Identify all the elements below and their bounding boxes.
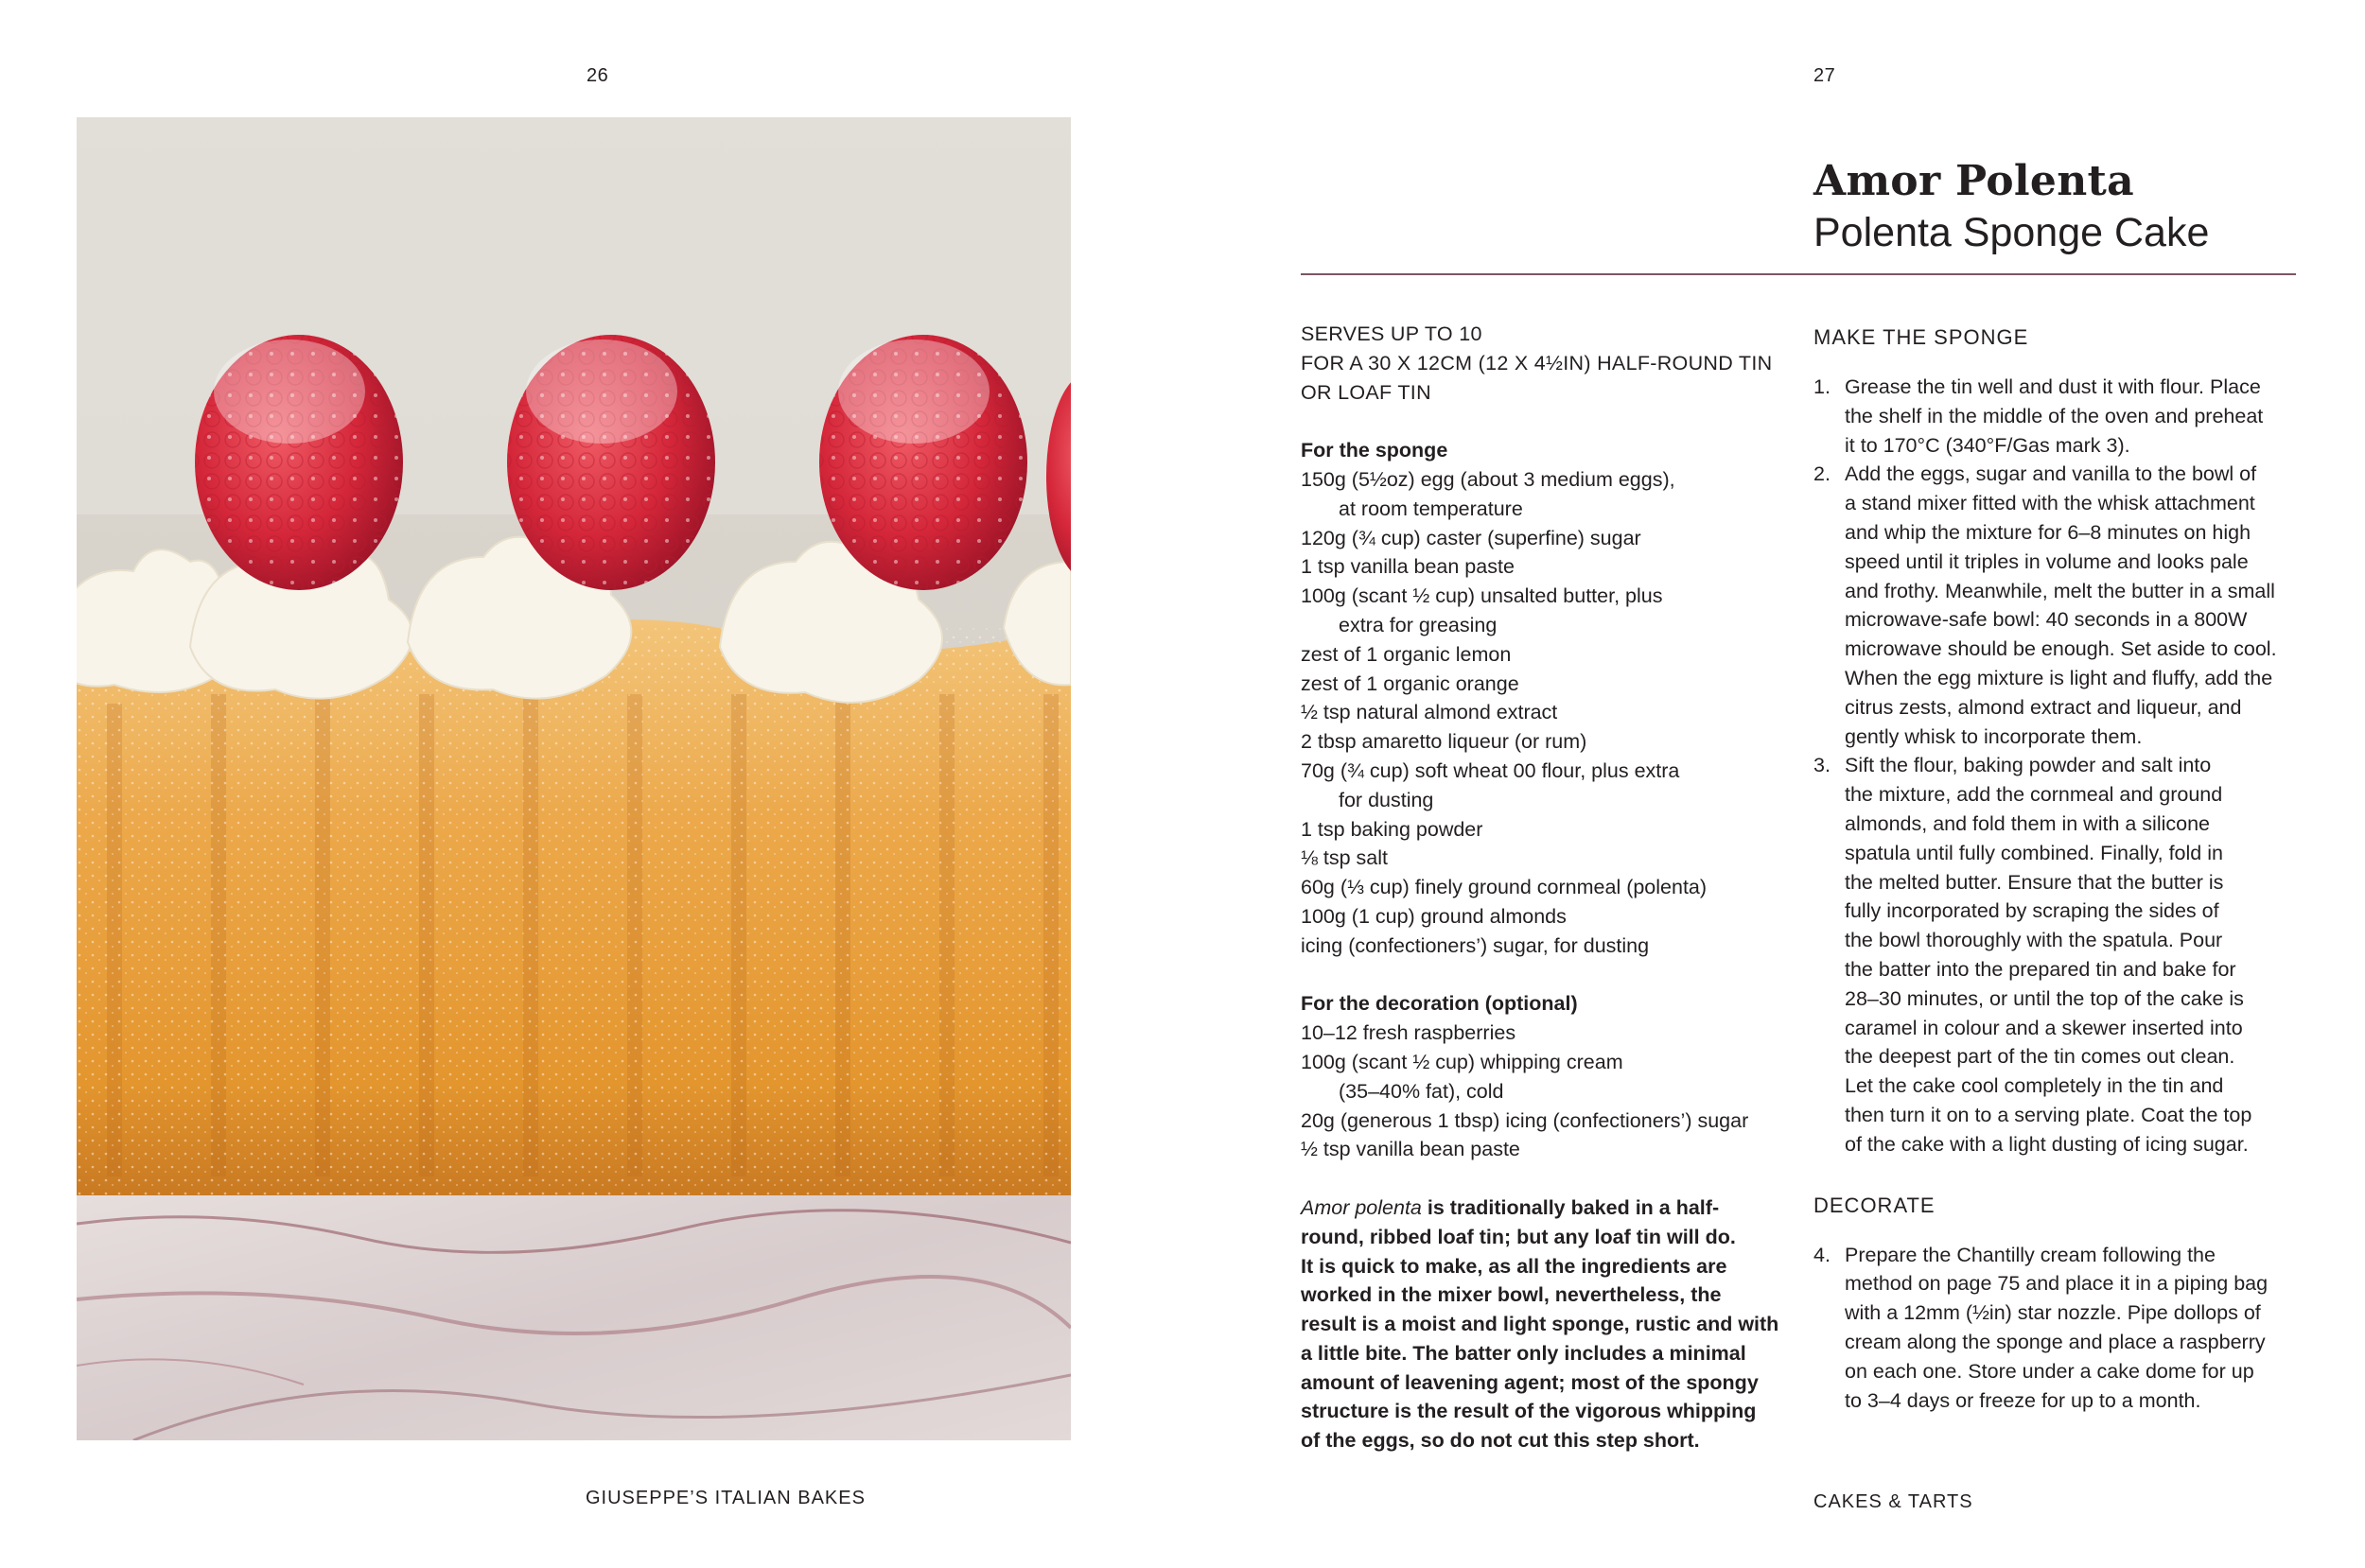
step-line: almonds, and fold them in with a silicone [1845,811,2211,835]
serves-line: OR LOAF TIN [1301,380,1431,404]
note-line-rest: is traditionally baked in a half- [1421,1195,1720,1219]
note-italic-lead: Amor polenta [1301,1195,1422,1219]
step-line: fully incorporated by scraping the sides of [1845,899,2219,923]
note-line: amount of leavening agent; most of the spongy [1301,1370,1759,1394]
step-number: 1. [1813,375,1831,398]
method-step [1813,1241,2305,1416]
page-number-right: 27 [1813,65,1836,86]
ingredient-line: 100g (scant ½ cup) whipping cream [1301,1050,1623,1073]
ingredient-line: 100g (scant ½ cup) unsalted butter, plus [1301,584,1663,608]
ingredient-line: 1 tsp vanilla bean paste [1301,555,1515,579]
step-number: 3. [1813,754,1831,777]
step-number: 4. [1813,1243,1831,1266]
method-step [1813,460,2305,751]
page-number-left: 26 [587,65,609,86]
step-line: When the egg mixture is light and fluffy, add the [1845,666,2273,689]
step-line: the shelf in the middle of the oven and preheat [1845,404,2264,427]
step-line: on each one. Store under a cake dome for up [1845,1359,2254,1383]
method-step [1813,751,2305,1159]
title-english: Polenta Sponge Cake [1813,210,2210,255]
step-line: and frothy. Meanwhile, melt the butter in a small [1845,579,2275,602]
ingredients-column [1301,320,1800,1455]
note-line: of the eggs, so do not cut this step short. [1301,1429,1700,1453]
recipe-title [1813,156,2305,257]
ingredient-line: extra for greasing [1339,613,1498,636]
footer-book-title: GIUSEPPE’S ITALIAN BAKES [586,1488,866,1508]
note-line: a little bite. The batter only includes a minimal [1301,1341,1746,1365]
note-line: It is quick to make, as all the ingredients are [1301,1254,1727,1278]
step-line: then turn it on to a serving plate. Coat the top [1845,1103,2252,1126]
step-line: microwave should be enough. Set aside to cool. [1845,637,2277,661]
ingredient-line: 10–12 fresh raspberries [1301,1021,1516,1045]
ingredient-line: 20g (generous 1 tbsp) icing (confectioners’) sugar [1301,1108,1749,1132]
serves-info [1301,320,1800,407]
step-line: with a 12mm (½in) star nozzle. Pipe dollops of [1845,1301,2261,1325]
ingredient-line: icing (confectioners’) sugar, for dusting [1301,933,1650,957]
note-line [1301,1193,1800,1223]
recipe-note [1301,1193,1800,1455]
step-line: citrus zests, almond extract and liqueur, and [1845,695,2242,719]
step-line: spatula until fully combined. Finally, fold in [1845,841,2223,864]
ingredient-line: 1 tsp baking powder [1301,817,1483,841]
ingredient-line: zest of 1 organic orange [1301,671,1519,695]
step-line: a stand mixer fitted with the whisk attachment [1845,492,2255,515]
step-line: the melted butter. Ensure that the butter is [1845,870,2224,894]
step-line: the deepest part of the tin comes out clean. [1845,1045,2235,1069]
serves-line: SERVES UP TO 10 [1301,322,1482,345]
ingredient-line: ½ tsp natural almond extract [1301,701,1558,724]
step-line: and whip the mixture for 6–8 minutes on high [1845,520,2251,544]
step-line: to 3–4 days or freeze for up to a month. [1845,1388,2201,1412]
note-line: result is a moist and light sponge, rustic and with [1301,1313,1779,1336]
note-line: structure is the result of the vigorous whipping [1301,1400,1757,1423]
ingredient-line: ½ tsp vanilla bean paste [1301,1138,1520,1161]
ingredient-line: 120g (¾ cup) caster (superfine) sugar [1301,526,1641,549]
title-italian: Amor Polenta [1813,157,2134,205]
step-line: of the cake with a light dusting of icing sugar. [1845,1132,2249,1156]
ingredient-line: at room temperature [1339,497,1523,520]
ingredient-line: (35–40% fat), cold [1339,1079,1504,1103]
ingredient-line: 60g (⅓ cup) finely ground cornmeal (polenta) [1301,876,1708,899]
step-number: 2. [1813,462,1831,486]
method-step [1813,373,2305,460]
method-column [1813,320,2305,1415]
step-line: cream along the sponge and place a raspberry [1845,1330,2266,1353]
ingredient-line: for dusting [1339,788,1434,811]
ingredient-line: 70g (¾ cup) soft wheat 00 flour, plus extra [1301,758,1680,782]
decoration-ingredients [1301,989,1800,1164]
step-line: the bowl thoroughly with the spatula. Pour [1845,929,2223,952]
cake-photo [77,117,1071,1440]
ingredient-line: zest of 1 organic lemon [1301,642,1512,666]
step-line: method on page 75 and place it in a piping bag [1845,1272,2269,1296]
step-line: gently whisk to incorporate them. [1845,724,2143,748]
ingredient-line: 100g (1 cup) ground almonds [1301,904,1567,928]
note-line: worked in the mixer bowl, nevertheless, the [1301,1283,1722,1307]
step-line: microwave-safe bowl: 40 seconds in a 800W [1845,608,2248,632]
step-line: Add the eggs, sugar and vanilla to the bowl of [1845,462,2257,486]
title-divider [1301,273,2296,275]
step-line: Sift the flour, baking powder and salt into [1845,754,2212,777]
serves-line: FOR A 30 X 12CM (12 X 4½IN) HALF-ROUND TIN [1301,351,1773,375]
step-line: caramel in colour and a skewer inserted into [1845,1016,2243,1039]
step-line: 28–30 minutes, or until the top of the cake is [1845,986,2244,1010]
step-line: the mixture, add the cornmeal and ground [1845,783,2223,807]
note-line: round, ribbed loaf tin; but any loaf tin will do. [1301,1225,1736,1248]
step-line: speed until it triples in volume and looks pale [1845,549,2249,573]
decoration-heading: For the decoration (optional) [1301,992,1578,1016]
decorate-heading: DECORATE [1813,1193,1936,1217]
ingredient-line: 150g (5½oz) egg (about 3 medium eggs), [1301,467,1675,491]
step-line: Let the cake cool completely in the tin and [1845,1074,2224,1098]
step-line: it to 170°C (340°F/Gas mark 3). [1845,433,2130,457]
make-sponge-heading: MAKE THE SPONGE [1813,325,2029,349]
sponge-ingredients [1301,436,1800,960]
step-line: Grease the tin well and dust it with flour. Place [1845,375,2261,398]
step-line: the batter into the prepared tin and bake for [1845,957,2236,981]
sponge-heading: For the sponge [1301,439,1448,462]
footer-chapter: CAKES & TARTS [1813,1491,1973,1512]
ingredient-line: 2 tbsp amaretto liqueur (or rum) [1301,730,1587,754]
ingredient-line: ⅛ tsp salt [1301,846,1389,870]
step-line: Prepare the Chantilly cream following the [1845,1243,2216,1266]
